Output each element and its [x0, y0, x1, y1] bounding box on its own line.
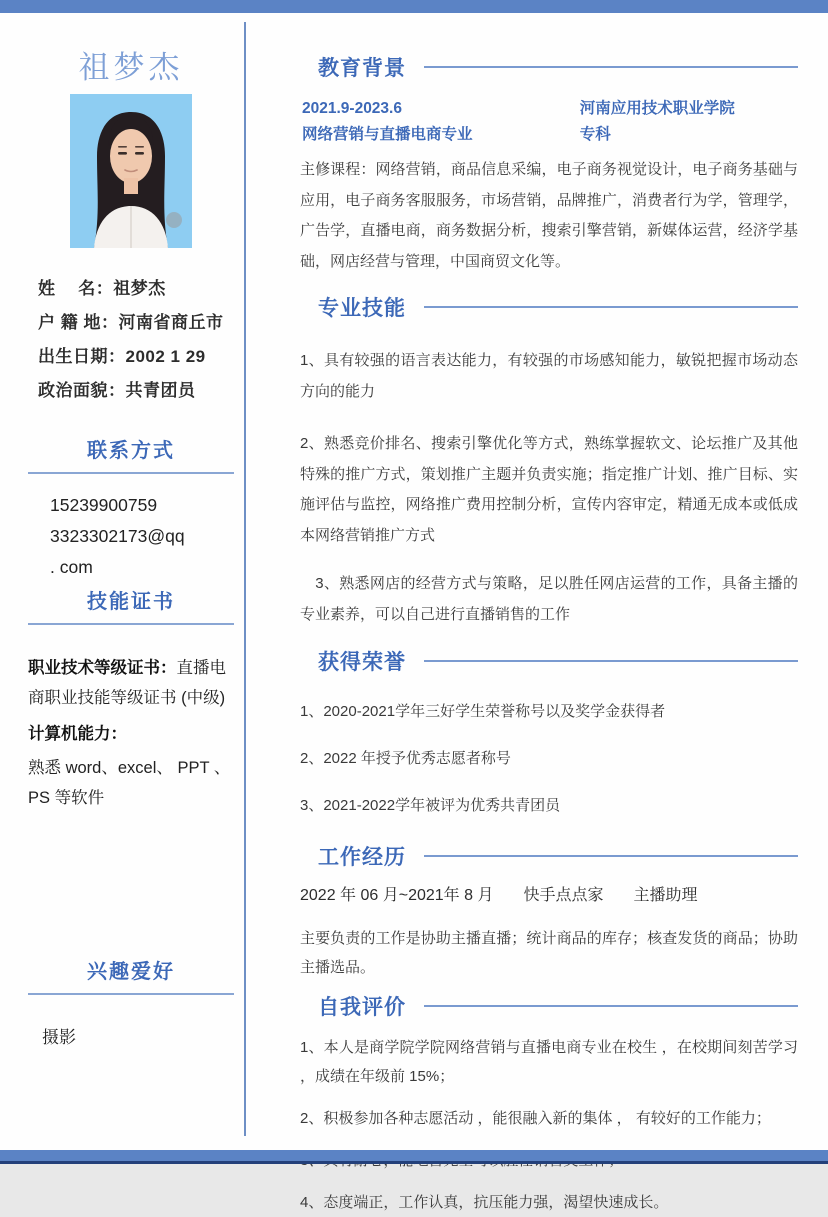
computer-skills-value: 熟悉 word、excel、 PPT 、 PS 等软件	[28, 759, 231, 807]
skill-item: 2、熟悉竞价排名、搜索引擎优化等方式，熟练掌握软文、论坛推广及其他特殊的推广方式，策划推广主题并负责实施；指定推广计划、推广目标、实施评估与监控，网络推广费用控制分析，宣传内容审定，精通无成本或低成本网络营销推广方式	[300, 435, 798, 544]
certificate-line	[28, 653, 234, 713]
work-description: 主要负责的工作是协助主播直播；统计商品的库存；核查发货的商品；协助主播选品。	[300, 930, 798, 976]
honors-section-header	[300, 646, 798, 676]
work-section-header	[300, 841, 798, 871]
work-section-title: 工作经历	[318, 846, 406, 869]
contact-section-title: 联系方式	[87, 440, 175, 462]
sidebar	[28, 42, 234, 1048]
education-school: 河南应用技术职业学院	[579, 100, 735, 117]
certificates-block	[28, 653, 234, 813]
bottom-accent-bar	[0, 1150, 828, 1164]
person-name: 祖梦杰	[78, 50, 184, 86]
info-name: 姓 名：祖梦杰	[38, 279, 166, 298]
computer-skills-label: 计算机能力：	[28, 725, 127, 743]
certificate-value: 直播电商职业技能等级证书 (中级)	[28, 659, 226, 707]
skill-item: 3、熟悉网店的经营方式与策略，足以胜任网店运营的工作，具备主播的专业素养，可以自己进行直播销售的工作	[300, 575, 798, 623]
email-line2: . com	[50, 557, 93, 577]
info-birthdate: 出生日期：2002 1 29	[38, 347, 206, 366]
honor-item: 3、2021-2022学年被评为优秀共青团员	[300, 797, 561, 814]
education-major: 网络营销与直播电商专业	[302, 126, 473, 143]
education-section-header	[300, 52, 798, 82]
contact-block	[28, 490, 234, 583]
hobbies-section	[28, 955, 234, 1048]
certificates-section-title: 技能证书	[87, 591, 175, 613]
personal-info	[28, 272, 234, 408]
education-section-title: 教育背景	[318, 57, 406, 80]
info-residence: 户 籍 地：河南省商丘市	[38, 313, 224, 332]
honor-item: 2、2022 年授予优秀志愿者称号	[300, 750, 511, 767]
skills-section-header	[300, 292, 798, 322]
skills-section-title: 专业技能	[318, 297, 406, 320]
honors-section-title: 获得荣誉	[318, 651, 406, 674]
email-line1: 3323302173@qq	[50, 526, 185, 546]
profile-photo	[70, 94, 192, 248]
hobbies-section-title: 兴趣爱好	[87, 961, 175, 983]
education-period: 2021.9-2023.6	[302, 100, 402, 117]
work-header-rule	[424, 855, 798, 857]
skill-item: 1、具有较强的语言表达能力，有较强的市场感知能力，敏锐把握市场动态方向的能力	[300, 352, 798, 400]
skills-header-rule	[424, 306, 798, 308]
hobbies-title-rule	[28, 993, 234, 995]
evaluation-section-header	[300, 991, 798, 1021]
education-courses: 主修课程：网络营销，商品信息采编，电子商务视觉设计，电子商务基础与应用，电子商务客服服务，市场营销，品牌推广，消费者行为学，管理学，广告学，直播电商，商务数据分析，搜索引擎营销，新媒体运营，经济学基础，网店经营与管理，中国商贸文化等。	[300, 161, 798, 270]
honors-header-rule	[424, 660, 798, 662]
top-accent-bar	[0, 0, 828, 13]
evaluation-header-rule	[424, 1005, 798, 1007]
evaluation-section-title: 自我评价	[318, 996, 406, 1019]
phone-number: 15239900759	[50, 495, 158, 515]
certificates-title-rule	[28, 623, 234, 625]
work-entry-line	[300, 882, 798, 905]
work-role: 主播助理	[633, 887, 698, 904]
info-political-status: 政治面貌：共青团员	[38, 381, 196, 400]
hobby-value: 摄影	[42, 1028, 76, 1047]
evaluation-item: 4、态度端正，工作认真，抗压能力强，渴望快速成长。	[300, 1194, 669, 1211]
evaluation-item: 1、本人是商学院学院网络营销与直播电商专业在校生 ，在校期间刻苦学习 ，成绩在年级前 15%；	[300, 1039, 798, 1085]
education-school-degree	[580, 96, 798, 148]
work-company: 快手点点家	[523, 887, 604, 904]
evaluation-item: 2、积极参加各种志愿活动 ，能很融入新的集体 ， 有较好的工作能力；	[300, 1110, 771, 1127]
honor-item: 1、2020-2021学年三好学生荣誉称号以及奖学金获得者	[300, 703, 666, 720]
main-column	[300, 52, 798, 1217]
education-period-major	[302, 96, 580, 148]
education-entry	[300, 96, 798, 148]
education-degree: 专科	[579, 126, 611, 143]
certificate-label: 职业技术等级证书：	[28, 659, 177, 677]
contact-title-rule	[28, 472, 234, 474]
column-divider	[244, 22, 246, 1136]
work-period: 2022 年 06 月~2021年 8 月	[300, 887, 494, 904]
education-header-rule	[424, 66, 798, 68]
